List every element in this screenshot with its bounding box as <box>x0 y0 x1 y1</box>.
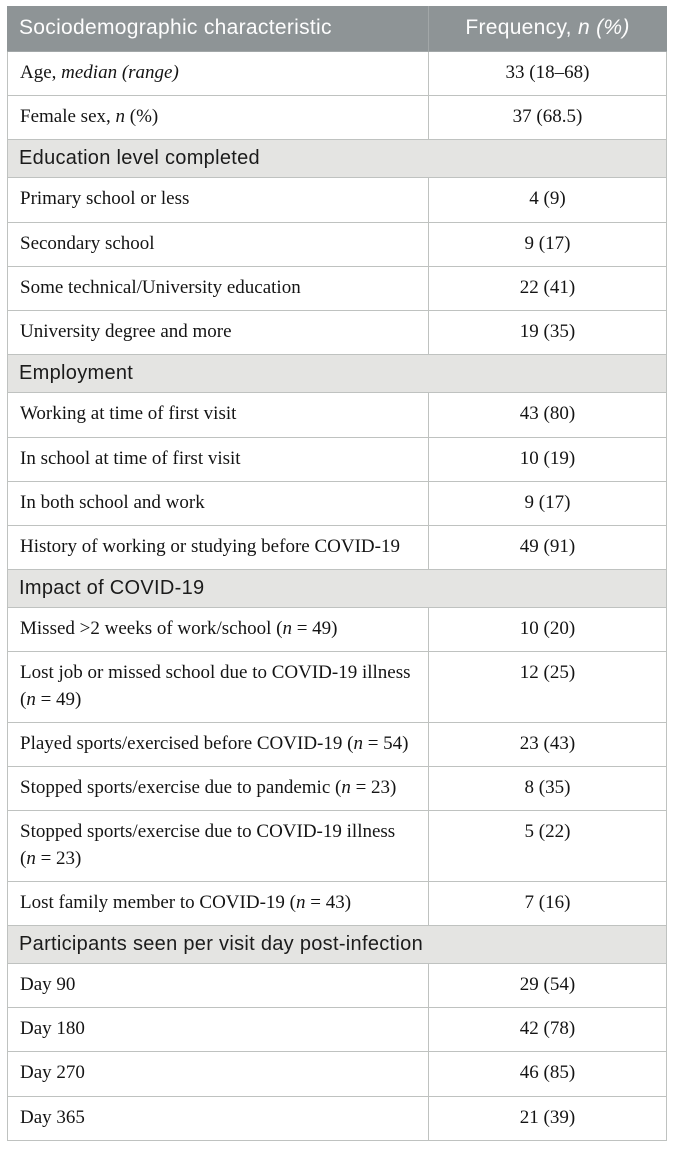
row-label-text: Missed >2 weeks of work/school ( <box>20 618 283 640</box>
row-label-text: University degree and more <box>20 321 232 343</box>
row-label-text: n <box>295 891 306 913</box>
header-characteristic-label: Sociodemographic characteristic <box>19 16 332 39</box>
row-label-text: Some technical/University education <box>20 276 301 298</box>
row-value-cell: 8 (35) <box>429 767 667 811</box>
row-label-text: Day 90 <box>20 973 76 995</box>
row-value-cell: 9 (17) <box>429 222 667 266</box>
row-value-cell: 21 (39) <box>429 1096 667 1140</box>
row-value-cell: 7 (16) <box>429 881 667 925</box>
row-label-text: n <box>26 847 36 869</box>
table-row <box>8 963 667 1007</box>
row-label-text: In school at time of first visit <box>20 447 241 469</box>
row-label-cell <box>8 811 429 881</box>
row-value-cell: 29 (54) <box>429 963 667 1007</box>
table-body <box>8 52 667 1141</box>
table-row <box>8 1052 667 1096</box>
row-label-cell <box>8 393 429 437</box>
row-value-cell: 19 (35) <box>429 311 667 355</box>
table-row <box>8 437 667 481</box>
row-value-cell: 49 (91) <box>429 525 667 569</box>
section-title-text: Employment <box>19 362 134 385</box>
row-label-text: n <box>353 732 363 754</box>
row-value-cell: 12 (25) <box>429 652 667 722</box>
section-title-text: Participants seen per visit day post-infection <box>19 932 423 955</box>
table-row <box>8 481 667 525</box>
row-label-text: Day 270 <box>20 1062 85 1084</box>
row-label-cell <box>8 1096 429 1140</box>
row-label-text: n <box>115 106 126 128</box>
row-label-cell <box>8 652 429 722</box>
header-cell-frequency <box>429 7 667 52</box>
row-label-text: Secondary school <box>20 232 155 254</box>
row-label-text: Working at time of first visit <box>20 403 237 425</box>
section-row <box>8 140 667 178</box>
table-row <box>8 525 667 569</box>
row-value-cell: 10 (19) <box>429 437 667 481</box>
row-label-text: Stopped sports/exercise due to COVID-19 illness ( <box>20 821 396 869</box>
section-title <box>8 140 667 178</box>
header-cell-characteristic <box>8 7 429 52</box>
table-row <box>8 52 667 96</box>
row-label-cell <box>8 722 429 766</box>
table-row <box>8 178 667 222</box>
row-label-cell <box>8 767 429 811</box>
row-label-cell <box>8 1052 429 1096</box>
row-label-text: median (range) <box>61 62 179 83</box>
sociodemographic-table <box>7 6 667 1141</box>
row-value-cell: 10 (20) <box>429 608 667 652</box>
row-label-text: n <box>282 618 292 640</box>
section-row <box>8 355 667 393</box>
row-label-text: = 49) <box>35 688 82 710</box>
row-value-cell: 37 (68.5) <box>429 96 667 140</box>
row-value-cell: 4 (9) <box>429 178 667 222</box>
row-label-cell <box>8 52 429 96</box>
table-row <box>8 1008 667 1052</box>
row-label-cell <box>8 608 429 652</box>
row-label-text: Day 180 <box>20 1018 85 1040</box>
row-label-cell <box>8 481 429 525</box>
row-label-cell <box>8 963 429 1007</box>
table-row <box>8 266 667 310</box>
row-label-cell <box>8 311 429 355</box>
table-row <box>8 393 667 437</box>
table-row <box>8 608 667 652</box>
row-value-cell: 46 (85) <box>429 1052 667 1096</box>
row-label-text: = 54) <box>362 732 409 754</box>
row-label-text: History of working or studying before COVID-19 <box>20 535 400 557</box>
row-label-text: n <box>341 777 351 799</box>
row-label-cell <box>8 96 429 140</box>
row-value-cell: 9 (17) <box>429 481 667 525</box>
row-label-text: Played sports/exercised before COVID-19 ( <box>20 732 354 754</box>
row-label-cell <box>8 1008 429 1052</box>
row-label-text: Stopped sports/exercise due to pandemic ( <box>20 777 342 799</box>
table-row <box>8 222 667 266</box>
table-row <box>8 96 667 140</box>
table-row <box>8 811 667 881</box>
row-label-text: Age, <box>20 62 62 83</box>
row-value-cell: 42 (78) <box>429 1008 667 1052</box>
row-label-cell <box>8 266 429 310</box>
row-label-cell <box>8 222 429 266</box>
row-label-cell <box>8 525 429 569</box>
section-title-text: Education level completed <box>19 147 260 170</box>
table-row <box>8 722 667 766</box>
row-label-text: Lost job or missed school due to COVID-19 illness ( <box>20 662 411 710</box>
table-row <box>8 881 667 925</box>
header-row <box>8 7 667 52</box>
row-label-text: Primary school or less <box>20 188 190 210</box>
row-label-cell <box>8 178 429 222</box>
table-header <box>8 7 667 52</box>
header-frequency-italic-label: n (%) <box>577 16 630 39</box>
table-row <box>8 1096 667 1140</box>
section-title <box>8 355 667 393</box>
section-title <box>8 925 667 963</box>
row-label-text: Day 365 <box>20 1106 85 1128</box>
section-title-text: Impact of COVID-19 <box>19 577 205 600</box>
row-label-text: n <box>26 688 36 710</box>
row-value-cell: 33 (18–68) <box>429 52 667 96</box>
table-row <box>8 767 667 811</box>
row-label-text: = 49) <box>291 618 338 640</box>
row-label-text: (%) <box>125 106 159 128</box>
row-value-cell: 5 (22) <box>429 811 667 881</box>
row-value-cell: 23 (43) <box>429 722 667 766</box>
section-row <box>8 925 667 963</box>
table-row <box>8 311 667 355</box>
row-label-text: Lost family member to COVID-19 ( <box>20 891 296 913</box>
row-label-text: = 43) <box>305 891 352 913</box>
row-label-text: = 23) <box>350 777 397 799</box>
row-label-text: = 23) <box>35 847 82 869</box>
row-label-cell <box>8 881 429 925</box>
row-label-text: In both school and work <box>20 491 205 513</box>
table-row <box>8 652 667 722</box>
row-value-cell: 22 (41) <box>429 266 667 310</box>
section-title <box>8 570 667 608</box>
header-frequency-label: Frequency, <box>465 16 578 39</box>
row-label-cell <box>8 437 429 481</box>
row-value-cell: 43 (80) <box>429 393 667 437</box>
row-label-text: Female sex, <box>20 106 116 128</box>
section-row <box>8 570 667 608</box>
